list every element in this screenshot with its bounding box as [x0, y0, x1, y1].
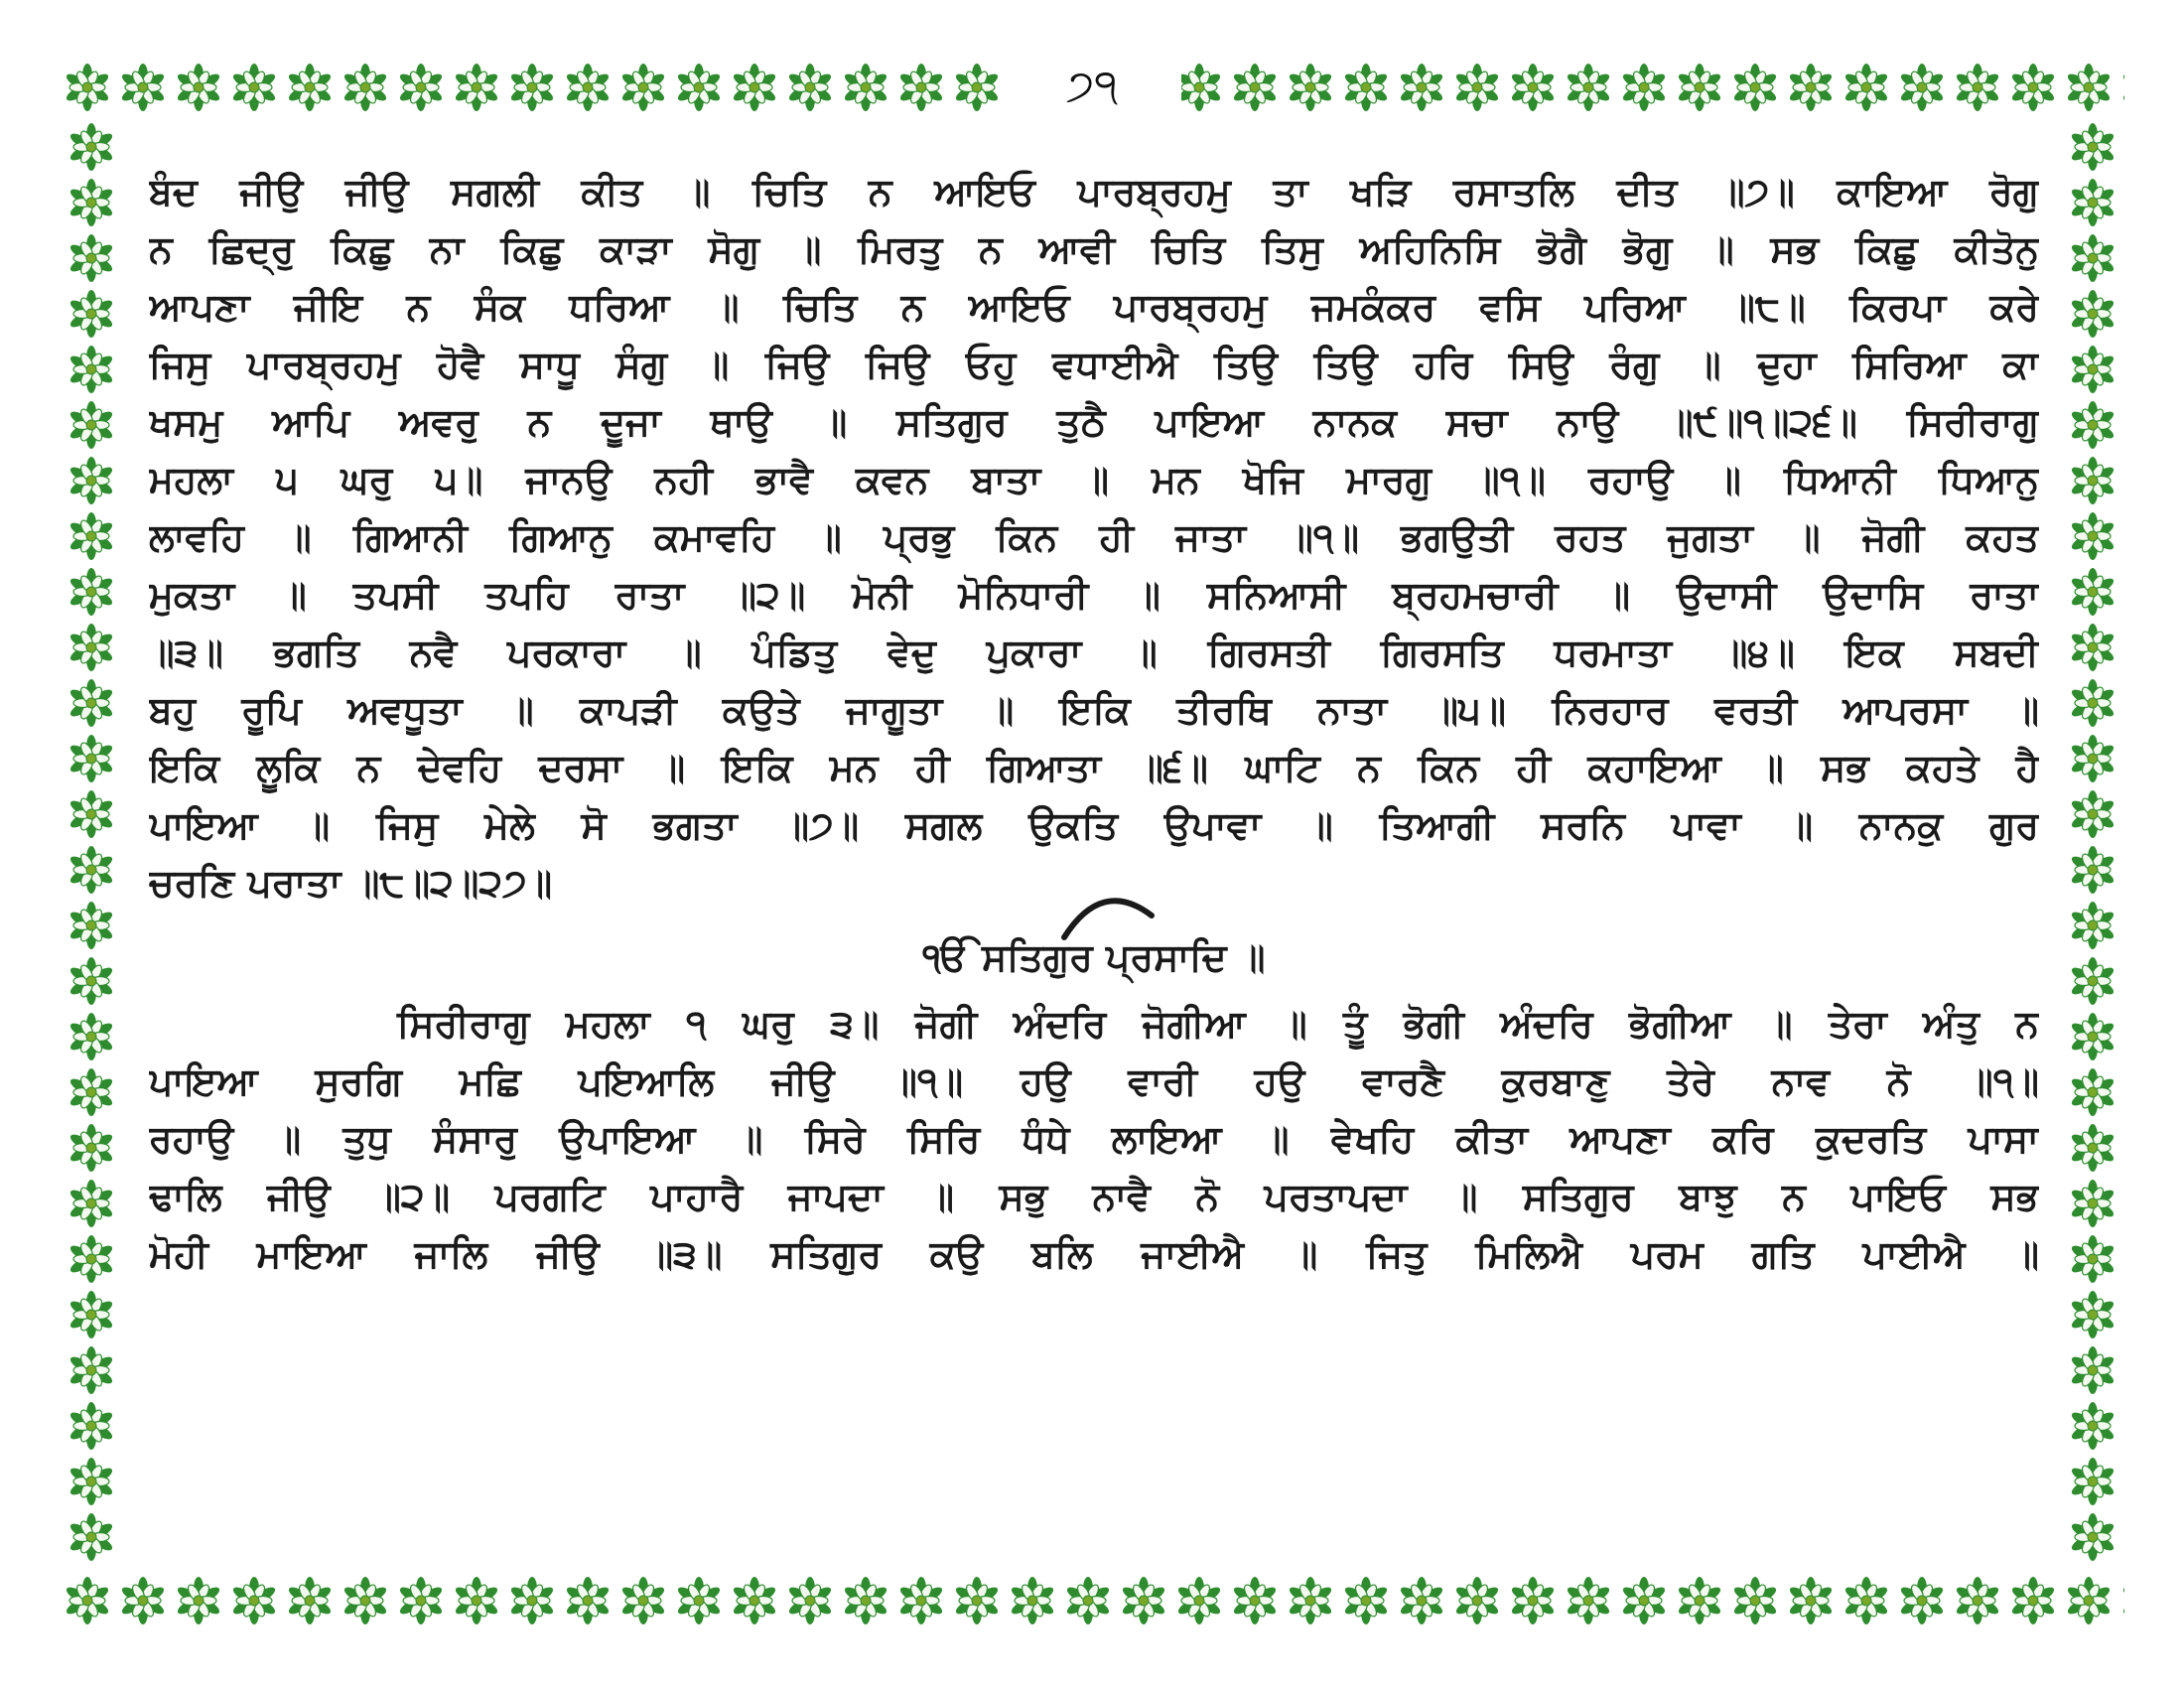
flower-border-icon: [2061, 119, 2124, 1569]
text-line: ਮਹਲਾ ੫ ਘਰੁ ੫॥ ਜਾਨਉ ਨਹੀ ਭਾਵੈ ਕਵਨ ਬਾਤਾ ॥ ਮਨ ਖੋਜਿ ਮਾਰਗੁ ॥੧॥ ਰਹਾਉ ॥ ਧਿਆਨੀ ਧਿਆਨੁ: [149, 458, 2039, 501]
decorative-border-right: [2061, 119, 2124, 1569]
text-line: ਨ ਛਿਦ੍ਰੁ ਕਿਛੁ ਨਾ ਕਿਛੁ ਕਾੜਾ ਸੋਗੁ ॥ ਮਿਰਤੁ ਨ ਆਵੀ ਚਿਤਿ ਤਿਸੁ ਅਹਿਨਿਸਿ ਭੋਗੈ ਭੋਗੁ ॥ ਸਭ ਕਿਛੁ ਕੀਤੋਨੁ: [149, 227, 2039, 271]
text-line: ਰਹਾਉ ॥ ਤੁਧੁ ਸੰਸਾਰੁ ਉਪਾਇਆ ॥ ਸਿਰੇ ਸਿਰਿ ਧੰਧੇ ਲਾਇਆ ॥ ਵੇਖਹਿ ਕੀਤਾ ਆਪਣਾ ਕਰਿ ਕੁਦਰਤਿ ਪਾਸਾ: [149, 1117, 2039, 1161]
mool-mantar-heading: ੴ ਸਤਿਗੁਰ ਪ੍ਰਸਾਦਿ ॥: [922, 935, 1266, 979]
decorative-border-bottom: [60, 1569, 2124, 1632]
text-line: ਸਿਰੀਰਾਗੁ ਮਹਲਾ ੧ ਘਰੁ ੩॥ ਜੋਗੀ ਅੰਦਰਿ ਜੋਗੀਆ ॥ ਤੂੰ ਭੋਗੀ ਅੰਦਰਿ ਭੋਗੀਆ ॥ ਤੇਰਾ ਅੰਤੁ ਨ: [397, 1002, 2039, 1046]
text-line: ਬੰਦ ਜੀਉ ਜੀਉ ਸਗਲੀ ਕੀਤ ॥ ਚਿਤਿ ਨ ਆਇਓ ਪਾਰਬ੍ਰਹਮੁ ਤਾ ਖੜਿ ਰਸਾਤਲਿ ਦੀਤ ॥੭॥ ਕਾਇਆ ਰੋਗੁ: [149, 170, 2039, 213]
flower-border-icon: [60, 1569, 2124, 1632]
text-line: ਮੋਹੀ ਮਾਇਆ ਜਾਲਿ ਜੀਉ ॥੩॥ ਸਤਿਗੁਰ ਕਉ ਬਲਿ ਜਾਈਐ ॥ ਜਿਤੁ ਮਿਲਿਐ ਪਰਮ ਗਤਿ ਪਾਈਐ ॥: [149, 1232, 2039, 1276]
text-line: ਚਰਣਿ ਪਰਾਤਾ ॥੮॥੨॥੨੭॥: [149, 861, 553, 905]
flower-border-icon: [60, 119, 123, 1569]
text-line: ਜਿਸੁ ਪਾਰਬ੍ਰਹਮੁ ਹੋਵੈ ਸਾਧੂ ਸੰਗੁ ॥ ਜਿਉ ਜਿਉ ਓਹੁ ਵਧਾਈਐ ਤਿਉ ਤਿਉ ਹਰਿ ਸਿਉ ਰੰਗੁ ॥ ਦੁਹਾ ਸਿਰਿਆ ਕਾ: [149, 343, 2039, 386]
text-line: ਮੁਕਤਾ ॥ ਤਪਸੀ ਤਪਹਿ ਰਾਤਾ ॥੨॥ ਮੋਨੀ ਮੋਨਿਧਾਰੀ ॥ ਸਨਿਆਸੀ ਬ੍ਰਹਮਚਾਰੀ ॥ ਉਦਾਸੀ ਉਦਾਸਿ ਰਾਤਾ: [149, 573, 2039, 617]
page-number: ੭੧: [1003, 54, 1181, 119]
text-line: ਪਾਇਆ ਸੁਰਗਿ ਮਛਿ ਪਇਆਲਿ ਜੀਉ ॥੧॥ ਹਉ ਵਾਰੀ ਹਉ ਵਾਰਣੈ ਕੁਰਬਾਣੁ ਤੇਰੇ ਨਾਵ ਨੋ ॥੧॥: [149, 1059, 2039, 1103]
text-line: ਇਕਿ ਲੂਕਿ ਨ ਦੇਵਹਿ ਦਰਸਾ ॥ ਇਕਿ ਮਨ ਹੀ ਗਿਆਤਾ ॥੬॥ ਘਾਟਿ ਨ ਕਿਨ ਹੀ ਕਹਾਇਆ ॥ ਸਭ ਕਹਤੇ ਹੈ: [149, 746, 2039, 789]
text-line: ਆਪਣਾ ਜੀਇ ਨ ਸੰਕ ਧਰਿਆ ॥ ਚਿਤਿ ਨ ਆਇਓ ਪਾਰਬ੍ਰਹਮੁ ਜਮਕੰਕਰ ਵਸਿ ਪਰਿਆ ॥੮॥ ਕਿਰਪਾ ਕਰੇ: [149, 285, 2039, 329]
text-line: ਲਾਵਹਿ ॥ ਗਿਆਨੀ ਗਿਆਨੁ ਕਮਾਵਹਿ ॥ ਪ੍ਰਭੁ ਕਿਨ ਹੀ ਜਾਤਾ ॥੧॥ ਭਗਉਤੀ ਰਹਤ ਜੁਗਤਾ ॥ ਜੋਗੀ ਕਹਤ: [149, 515, 2039, 559]
text-line: ਬਹੁ ਰੂਪਿ ਅਵਧੂਤਾ ॥ ਕਾਪੜੀ ਕਉਤੇ ਜਾਗੂਤਾ ॥ ਇਕਿ ਤੀਰਥਿ ਨਾਤਾ ॥੫॥ ਨਿਰਹਾਰ ਵਰਤੀ ਆਪਰਸਾ ॥: [149, 688, 2039, 732]
text-line: ॥੩॥ ਭਗਤਿ ਨਵੈ ਪਰਕਾਰਾ ॥ ਪੰਡਿਤੁ ਵੇਦੁ ਪੁਕਾਰਾ ॥ ਗਿਰਸਤੀ ਗਿਰਸਤਿ ਧਰਮਾਤਾ ॥੪॥ ਇਕ ਸਬਦੀ: [149, 631, 2039, 674]
section-heading: [149, 912, 2039, 995]
text-line: ਪਾਇਆ ॥ ਜਿਸੁ ਮੇਲੇ ਸੋ ਭਗਤਾ ॥੭॥ ਸਗਲ ਉਕਤਿ ਉਪਾਵਾ ॥ ਤਿਆਗੀ ਸਰਨਿ ਪਾਵਾ ॥ ਨਾਨਕੁ ਗੁਰ: [149, 803, 2039, 847]
decorative-border-left: [60, 119, 123, 1569]
text-line: ਖਸਮੁ ਆਪਿ ਅਵਰੁ ਨ ਦੂਜਾ ਥਾਉ ॥ ਸਤਿਗੁਰ ਤੁਠੈ ਪਾਇਆ ਨਾਨਕ ਸਚਾ ਨਾਉ ॥੯॥੧॥੨੬॥ ਸਿਰੀਰਾਗੁ: [149, 400, 2039, 444]
text-line: ਢਾਲਿ ਜੀਉ ॥੨॥ ਪਰਗਟਿ ਪਾਹਾਰੈ ਜਾਪਦਾ ॥ ਸਭੁ ਨਾਵੈ ਨੋ ਪਰਤਾਪਦਾ ॥ ਸਤਿਗੁਰ ਬਾਝੁ ਨ ਪਾਇਓ ਸਭ: [149, 1175, 2039, 1218]
ik-onkar-arc-icon: [149, 882, 2039, 941]
scripture-text: [149, 163, 2039, 1283]
